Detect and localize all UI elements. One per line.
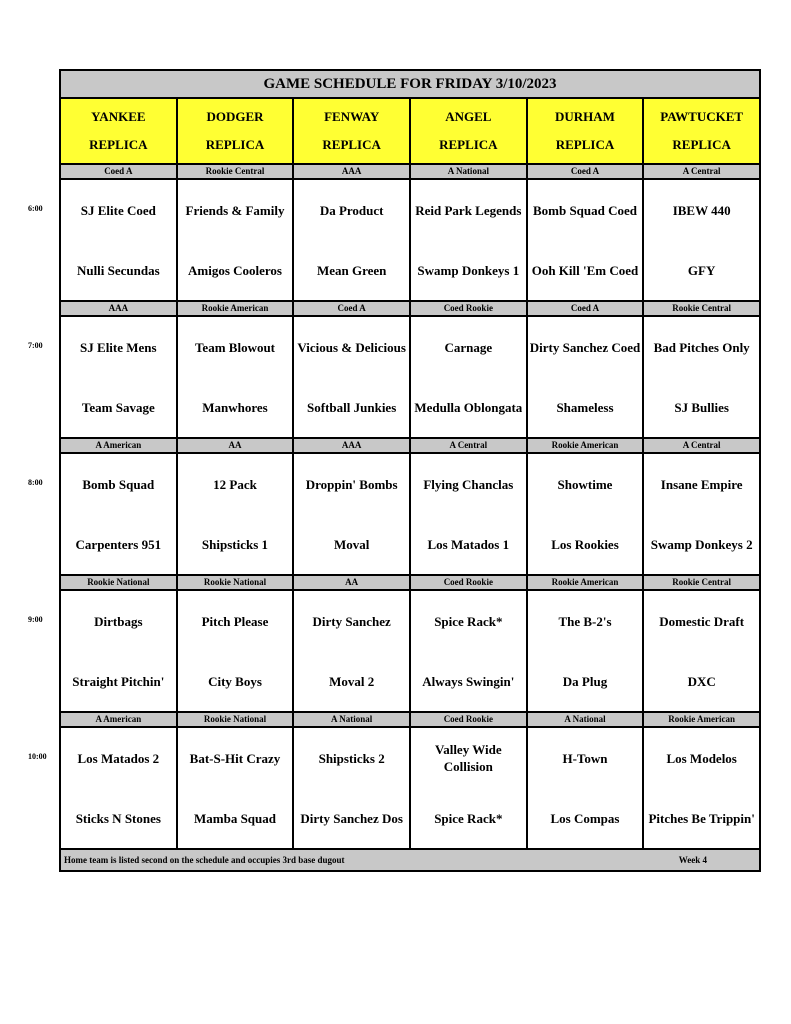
game-cell: [411, 317, 526, 437]
division-label: Coed A: [528, 302, 643, 315]
home-team: City Boys: [208, 673, 262, 689]
division-label: A American: [61, 439, 176, 452]
field-name: ANGEL: [445, 109, 492, 124]
field-header-row: [61, 99, 759, 165]
home-team: Straight Pitchin': [72, 673, 165, 689]
game-cell: [178, 454, 293, 574]
game-cell: [178, 317, 293, 437]
field-subtitle: REPLICA: [439, 137, 498, 152]
away-team: Flying Chanclas: [423, 476, 514, 492]
away-team: Dirtbags: [94, 613, 143, 629]
field-header: [644, 99, 759, 163]
away-team: SJ Elite Coed: [80, 202, 156, 218]
game-cell: [294, 728, 409, 848]
home-team: GFY: [687, 262, 716, 278]
home-team: Spice Rack*: [434, 810, 503, 826]
division-label: Coed A: [61, 165, 176, 178]
away-team: Team Blowout: [194, 339, 276, 355]
games-row: [61, 728, 759, 850]
away-team: Los Modelos: [666, 750, 737, 766]
time-slot: [61, 576, 759, 713]
time-label: 7:00: [28, 341, 43, 350]
division-label: AAA: [294, 165, 409, 178]
away-team: Los Matados 2: [77, 750, 160, 766]
division-label: A Central: [644, 439, 759, 452]
division-label: A National: [528, 713, 643, 726]
division-label: A National: [411, 165, 526, 178]
game-cell: [61, 728, 176, 848]
field-name: DURHAM: [555, 109, 615, 124]
field-header: [178, 99, 293, 163]
game-cell: [411, 454, 526, 574]
division-label: AA: [178, 439, 293, 452]
game-cell: [644, 728, 759, 848]
time-slot: [61, 302, 759, 439]
game-cell: [644, 180, 759, 300]
games-row: [61, 317, 759, 439]
games-row: [61, 591, 759, 713]
game-cell: [294, 454, 409, 574]
game-cell: [644, 454, 759, 574]
division-label: Coed Rookie: [411, 302, 526, 315]
field-header: [61, 99, 176, 163]
home-team: Softball Junkies: [307, 399, 397, 415]
footer-note: Home team is listed second on the schedule and occupies 3rd base dugout: [64, 855, 345, 865]
home-team: Swamp Donkeys 1: [417, 262, 520, 278]
game-cell: [411, 180, 526, 300]
field-header: [528, 99, 643, 163]
game-cell: [528, 728, 643, 848]
time-slot: [61, 713, 759, 850]
game-cell: [411, 728, 526, 848]
time-column: [0, 0, 60, 1024]
field-name: YANKEE: [91, 109, 146, 124]
page-title: GAME SCHEDULE FOR FRIDAY 3/10/2023: [61, 71, 759, 99]
field-subtitle: REPLICA: [322, 137, 381, 152]
field-name: DODGER: [206, 109, 264, 124]
home-team: Moval: [333, 536, 370, 552]
game-cell: [61, 454, 176, 574]
away-team: Dirty Sanchez: [312, 613, 391, 629]
division-row: [61, 165, 759, 180]
time-slot: [61, 165, 759, 302]
division-row: [61, 302, 759, 317]
away-team: Insane Empire: [660, 476, 743, 492]
away-team: Spice Rack*: [434, 613, 503, 629]
away-team: Bomb Squad: [82, 476, 155, 492]
field-subtitle: REPLICA: [555, 137, 615, 152]
home-team: Da Plug: [562, 673, 608, 689]
away-team: Showtime: [557, 476, 613, 492]
home-team: Mean Green: [316, 262, 387, 278]
away-team: Reid Park Legends: [415, 202, 522, 218]
home-team: Shipsticks 1: [201, 536, 269, 552]
home-team: SJ Bullies: [674, 399, 729, 415]
division-label: Coed A: [528, 165, 643, 178]
division-row: [61, 713, 759, 728]
away-team: Friends & Family: [185, 202, 285, 218]
game-cell: [178, 728, 293, 848]
game-cell: [528, 454, 643, 574]
away-team: Domestic Draft: [659, 613, 745, 629]
division-label: AAA: [61, 302, 176, 315]
away-team: Shipsticks 2: [318, 750, 385, 766]
away-team: IBEW 440: [672, 202, 731, 218]
field-name: FENWAY: [324, 109, 380, 124]
home-team: DXC: [687, 673, 716, 689]
field-subtitle: REPLICA: [205, 137, 265, 152]
game-cell: [294, 591, 409, 711]
field-subtitle: REPLICA: [89, 137, 148, 152]
game-cell: [644, 317, 759, 437]
game-cell: [61, 317, 176, 437]
home-team: Nulli Secundas: [76, 262, 160, 278]
time-label: 6:00: [28, 204, 43, 213]
division-label: Rookie National: [178, 713, 293, 726]
game-cell: [528, 317, 643, 437]
away-team: Bad Pitches Only: [653, 339, 750, 355]
time-label: 10:00: [28, 752, 47, 761]
game-cell: [644, 591, 759, 711]
home-team: Shameless: [556, 399, 614, 415]
division-label: Rookie Central: [644, 302, 759, 315]
time-slots: [61, 165, 759, 850]
home-team: Sticks N Stones: [75, 810, 161, 826]
game-cell: [178, 591, 293, 711]
home-team: Pitches Be Trippin': [648, 810, 755, 826]
time-label: 8:00: [28, 478, 43, 487]
away-team: Pitch Please: [201, 613, 269, 629]
field-name: PAWTUCKET: [660, 109, 744, 124]
division-label: Rookie American: [528, 576, 643, 589]
home-team: Dirty Sanchez Dos: [300, 810, 403, 826]
game-cell: [294, 317, 409, 437]
division-label: Rookie American: [644, 713, 759, 726]
away-team: Valley Wide Collision: [435, 742, 502, 774]
game-cell: [61, 180, 176, 300]
division-label: A American: [61, 713, 176, 726]
division-label: A Central: [644, 165, 759, 178]
home-team: Moval 2: [329, 673, 375, 689]
field-header: [294, 99, 409, 163]
division-label: Rookie Central: [178, 165, 293, 178]
division-label: AAA: [294, 439, 409, 452]
division-label: Coed Rookie: [411, 576, 526, 589]
games-row: [61, 454, 759, 576]
division-label: A National: [294, 713, 409, 726]
division-row: [61, 576, 759, 591]
home-team: Always Swingin': [422, 673, 515, 689]
division-label: Rookie Central: [644, 576, 759, 589]
division-label: Rookie American: [528, 439, 643, 452]
field-header: [411, 99, 526, 163]
division-label: AA: [294, 576, 409, 589]
game-cell: [411, 591, 526, 711]
division-label: Rookie American: [178, 302, 293, 315]
away-team: Bat-S-Hit Crazy: [189, 750, 281, 766]
away-team: Da Product: [319, 202, 384, 218]
division-label: Coed Rookie: [411, 713, 526, 726]
home-team: Team Savage: [81, 399, 155, 415]
away-team: Dirty Sanchez Coed: [529, 339, 641, 355]
game-cell: [528, 591, 643, 711]
game-cell: [294, 180, 409, 300]
home-team: Los Matados 1: [427, 536, 510, 552]
home-team: Manwhores: [202, 399, 268, 415]
time-slot: [61, 439, 759, 576]
home-team: Amigos Cooleros: [187, 262, 282, 278]
division-label: Coed A: [294, 302, 409, 315]
away-team: Carnage: [444, 339, 493, 355]
home-team: Ooh Kill 'Em Coed: [531, 262, 639, 278]
division-row: [61, 439, 759, 454]
away-team: Bomb Squad Coed: [532, 202, 638, 218]
schedule-table: [59, 69, 761, 872]
home-team: Mamba Squad: [193, 810, 276, 826]
time-label: 9:00: [28, 615, 43, 624]
game-cell: [61, 591, 176, 711]
away-team: Vicious & Delicious: [297, 339, 406, 355]
home-team: Swamp Donkeys 2: [650, 536, 753, 552]
division-label: A Central: [411, 439, 526, 452]
away-team: Droppin' Bombs: [305, 476, 398, 492]
division-label: Rookie National: [178, 576, 293, 589]
away-team: H-Town: [562, 750, 608, 766]
away-team: 12 Pack: [213, 476, 257, 492]
away-team: SJ Elite Mens: [80, 339, 157, 355]
game-cell: [178, 180, 293, 300]
week-label: Week 4: [678, 855, 707, 865]
games-row: [61, 180, 759, 302]
home-team: Carpenters 951: [75, 536, 162, 552]
footer-bar: [61, 850, 759, 870]
game-cell: [528, 180, 643, 300]
field-subtitle: REPLICA: [672, 137, 731, 152]
division-label: Rookie National: [61, 576, 176, 589]
home-team: Medulla Oblongata: [414, 399, 523, 415]
home-team: Los Rookies: [551, 536, 619, 552]
home-team: Los Compas: [550, 810, 620, 826]
away-team: The B-2's: [558, 613, 612, 629]
